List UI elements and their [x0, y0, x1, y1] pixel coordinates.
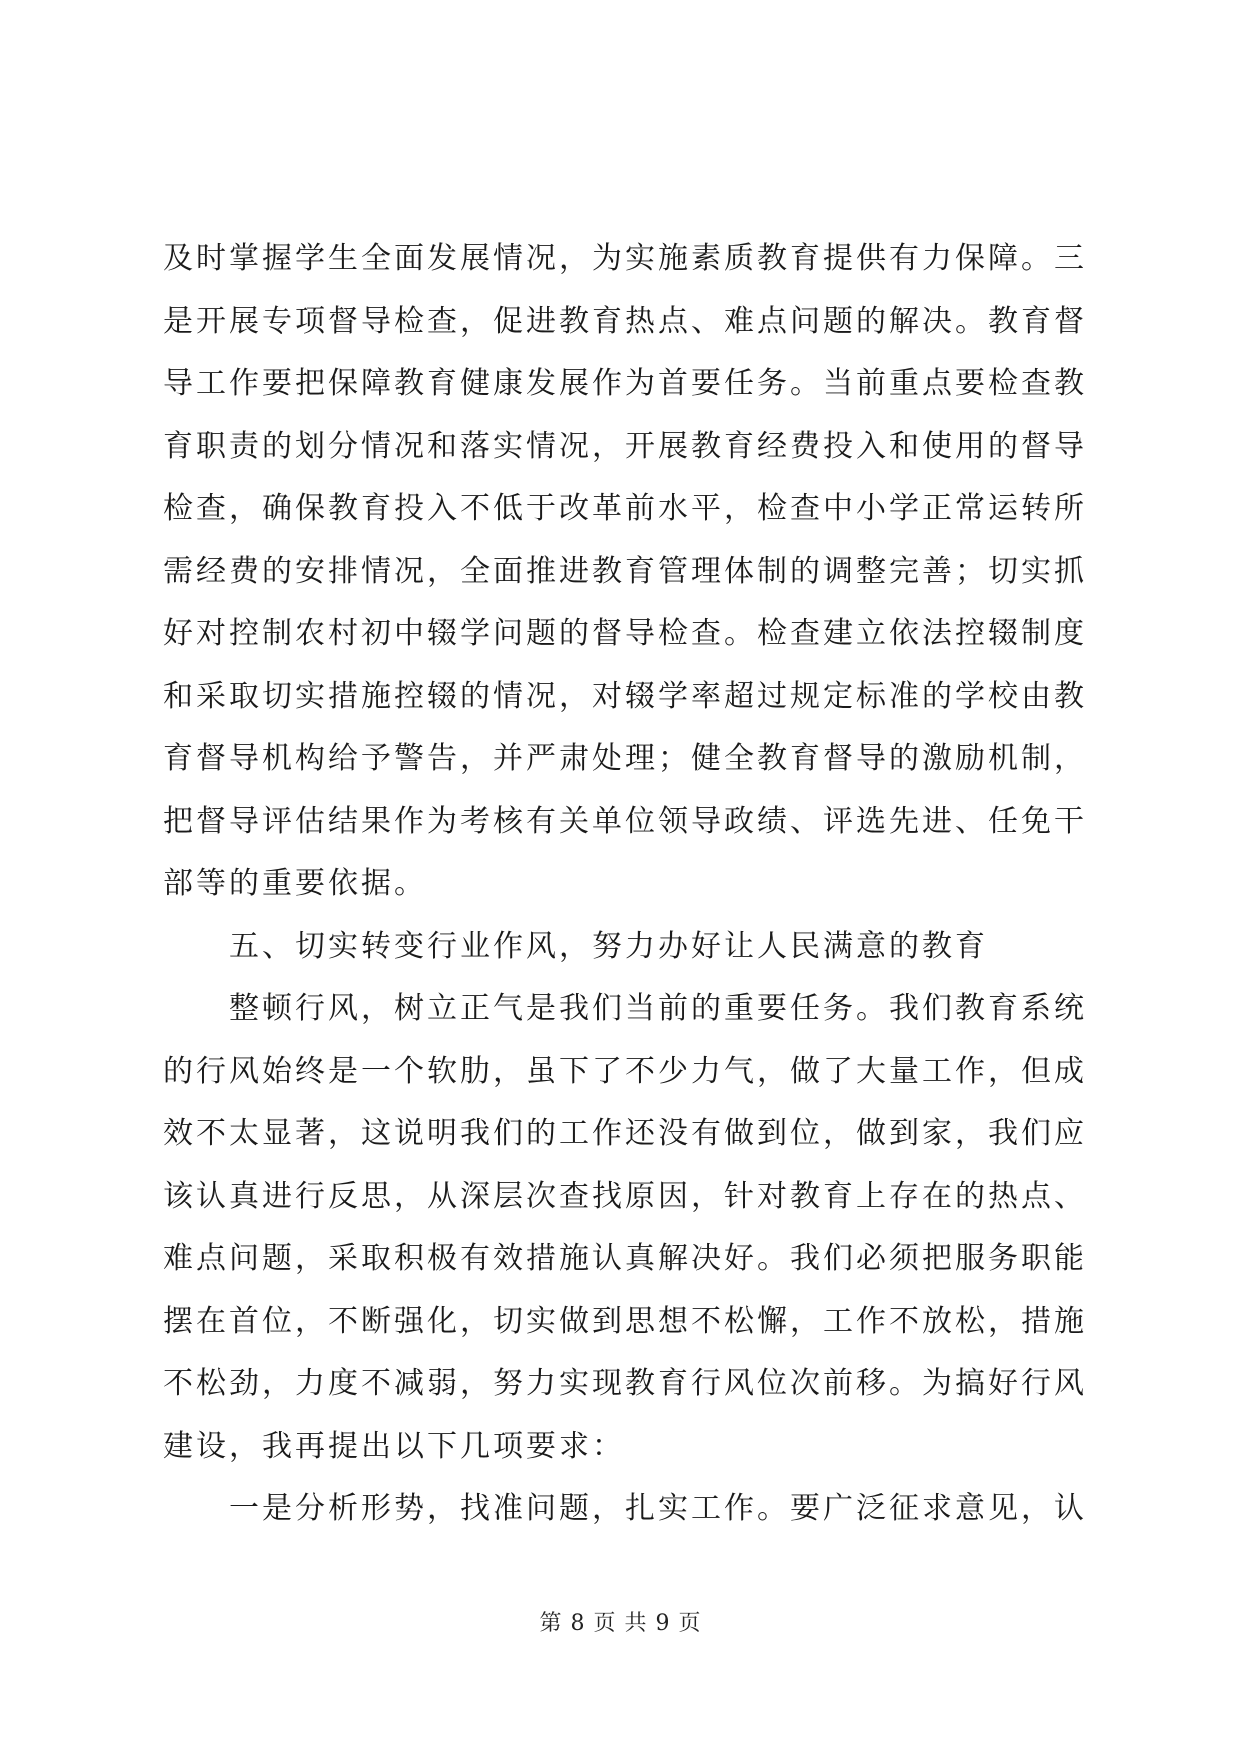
- text-line: 整顿行风，树立正气是我们当前的重要任务。我们教育系统: [229, 991, 1087, 1026]
- text-line: 育职责的划分情况和落实情况，开展教育经费投入和使用的督导: [163, 428, 1087, 464]
- text-line: 及时掌握学生全面发展情况，为实施素质教育提供有力保障。三: [163, 241, 1087, 276]
- text-line: 导工作要把保障教育健康发展作为首要任务。当前重点要检查教: [163, 366, 1087, 401]
- paragraph: [163, 228, 1087, 916]
- text-line: 部等的重要依据。: [163, 866, 427, 901]
- text-line: 育督导机构给予警告，并严肃处理；健全教育督导的激励机制，: [163, 741, 1087, 776]
- text-line: 检查，确保教育投入不低于改革前水平，检查中小学正常运转所: [163, 491, 1087, 526]
- text-line: 效不太显著，这说明我们的工作还没有做到位，做到家，我们应: [163, 1116, 1087, 1151]
- text-line: 该认真进行反思，从深层次查找原因，针对教育上存在的热点、: [163, 1178, 1087, 1214]
- text-line: 摆在首位，不断强化，切实做到思想不松懈，工作不放松，措施: [163, 1303, 1087, 1339]
- text-line: 一是分析形势，找准问题，扎实工作。要广泛征求意见，认: [229, 1491, 1087, 1526]
- page-footer: 第 8 页 共 9 页: [539, 1611, 702, 1636]
- text-line: 不松劲，力度不减弱，努力实现教育行风位次前移。为搞好行风: [163, 1366, 1087, 1401]
- text-line: 难点问题，采取积极有效措施认真解决好。我们必须把服务职能: [163, 1241, 1087, 1276]
- text-line: 的行风始终是一个软肋，虽下了不少力气，做了大量工作，但成: [163, 1053, 1087, 1089]
- text-line: 和采取切实措施控辍的情况，对辍学率超过规定标准的学校由教: [163, 678, 1087, 714]
- paragraph: [163, 916, 1083, 979]
- text-line: 建设，我再提出以下几项要求：: [163, 1428, 625, 1464]
- text-line: 把督导评估结果作为考核有关单位领导政绩、评选先进、任免干: [163, 803, 1087, 839]
- text-line: 需经费的安排情况，全面推进教育管理体制的调整完善；切实抓: [163, 553, 1087, 589]
- text-line: 是开展专项督导检查，促进教育热点、难点问题的解决。教育督: [163, 303, 1087, 339]
- paragraph: [163, 1478, 1087, 1541]
- text-line: 好对控制农村初中辍学问题的督导检查。检查建立依法控辍制度: [163, 616, 1087, 651]
- paragraph: [163, 978, 1087, 1478]
- document-body: [163, 228, 1087, 1541]
- text-line: 五、切实转变行业作风，努力办好让人民满意的教育: [229, 928, 988, 964]
